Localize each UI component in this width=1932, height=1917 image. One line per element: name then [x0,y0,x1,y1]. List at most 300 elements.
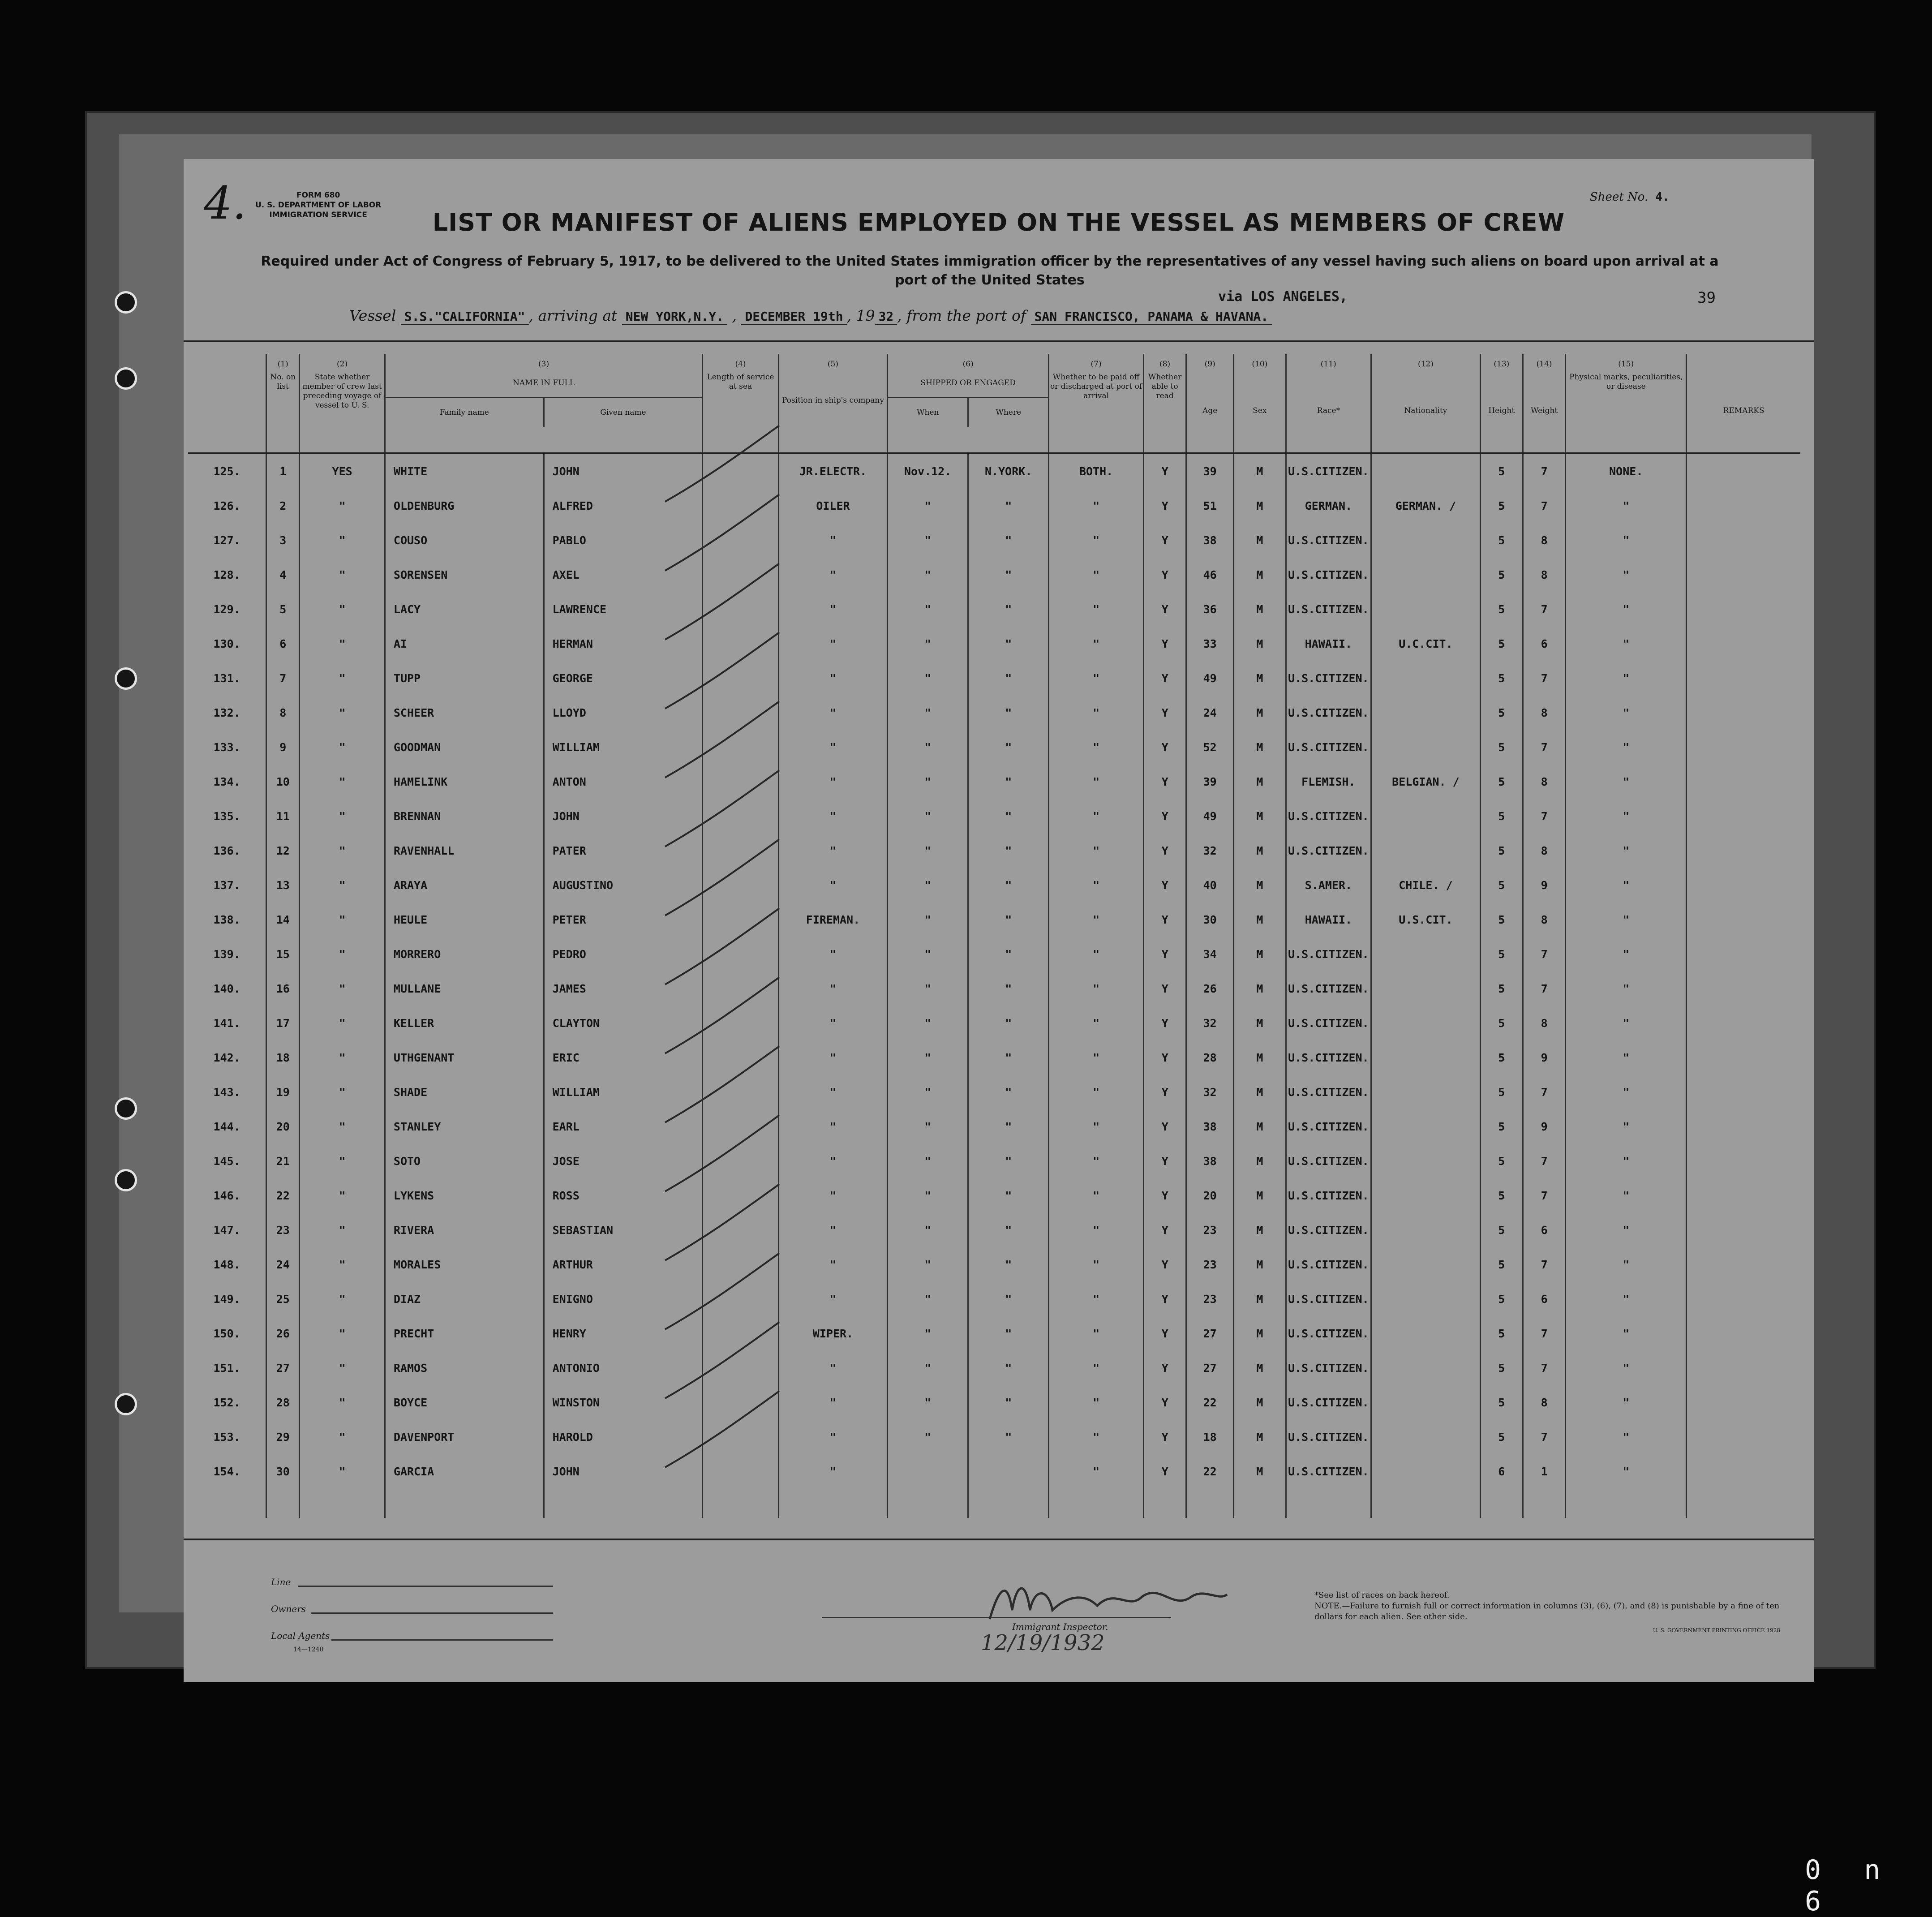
cell-nationality: CHILE. / [1371,868,1481,903]
sequence-number: 136. [213,844,240,857]
header-race: Race* [1286,369,1371,453]
cell-read: Y [1143,523,1186,558]
cell-prev: " [300,661,385,696]
cell-sex: M [1234,1454,1286,1489]
sequence-number: 125. [213,465,240,478]
cell-position: " [778,1040,888,1075]
cell-h: 5 [1480,1006,1523,1040]
cell-given: SEBASTIAN [544,1213,703,1247]
cell-h: 5 [1480,661,1523,696]
cell-race: U.S.CITIZEN. [1286,1420,1371,1454]
cell-no: 2 [266,489,300,523]
cell-age: 23 [1186,1247,1234,1282]
col-num: (1) [266,354,300,369]
cell-family: RIVERA [385,1213,544,1247]
cell-age: 51 [1186,489,1234,523]
cell-paid: " [1049,834,1144,868]
cell-paid: " [1049,661,1144,696]
header-state-whether: State whether member of crew last preceding voyage of vessel to U. S. [300,369,385,453]
cell-position: " [778,696,888,730]
cell-when: Nov.12. [888,453,968,489]
cell-sex: M [1234,558,1286,592]
col-num: (10) [1234,354,1286,369]
cell-marks: " [1566,1109,1687,1144]
cell-family: UTHGENANT [385,1040,544,1075]
cell-h: 5 [1480,696,1523,730]
cell-read: Y [1143,1178,1186,1213]
cell-nationality: GERMAN. / [1371,489,1481,523]
cell-marks: " [1566,592,1687,627]
cell-paid: " [1049,1454,1144,1489]
cell-marks: " [1566,1385,1687,1420]
sequence-number: 154. [213,1465,240,1478]
cell-no: 10 [266,765,300,799]
via-port: via LOS ANGELES, [1218,289,1348,305]
cell-marks: " [1566,765,1687,799]
cell-race: U.S.CITIZEN. [1286,1351,1371,1385]
service-stroke [665,426,779,502]
cell-where: " [968,696,1049,730]
cell-no: 19 [266,1075,300,1109]
cell-h: 5 [1480,1247,1523,1282]
header-no-on-list: No. on list [266,369,300,453]
cell-no: 21 [266,1144,300,1178]
cell-position: " [778,1351,888,1385]
separator: , [732,307,737,324]
cell-age: 39 [1186,765,1234,799]
cell-when: " [888,1144,968,1178]
cell-when: " [888,592,968,627]
cell-read: Y [1143,765,1186,799]
cell-where: " [968,1213,1049,1247]
cell-sex: M [1234,937,1286,971]
cell-where: " [968,1282,1049,1316]
cell-paid: " [1049,696,1144,730]
cell-h: 5 [1480,1282,1523,1316]
cell-where: N.YORK. [968,453,1049,489]
cell-position: " [778,1075,888,1109]
cell-given: AUGUSTINO [544,868,703,903]
cell-no: 17 [266,1006,300,1040]
cell-paid: " [1049,523,1144,558]
cell-paid: " [1049,1213,1144,1247]
cell-paid: " [1049,1247,1144,1282]
cell-sex: M [1234,1109,1286,1144]
service-stroke [665,701,779,778]
binder-hole [115,1097,137,1120]
sequence-number: 133. [213,741,240,754]
cell-race: HAWAII. [1286,627,1371,661]
cell-w: 7 [1523,1178,1565,1213]
cell-marks: " [1566,1213,1687,1247]
cell-no: 8 [266,696,300,730]
cell-w: 8 [1523,558,1565,592]
cell-prev: " [300,868,385,903]
cell-where: " [968,1109,1049,1144]
sequence-number: 146. [213,1189,240,1202]
sequence-number: 132. [213,706,240,719]
cell-w: 8 [1523,903,1565,937]
cell-read: Y [1143,834,1186,868]
cell-w: 8 [1523,1006,1565,1040]
service-stroke [665,1391,779,1467]
cell-race: U.S.CITIZEN. [1286,1247,1371,1282]
header-family-name: Family name [439,408,489,417]
cell-prev: " [300,765,385,799]
service-name: IMMIGRATION SERVICE [269,211,367,219]
cell-paid: " [1049,1178,1144,1213]
cell-age: 26 [1186,971,1234,1006]
cell-when: " [888,696,968,730]
header-height: Height [1480,369,1523,453]
cell-w: 1 [1523,1454,1565,1489]
sequence-number: 139. [213,948,240,961]
cell-paid: " [1049,627,1144,661]
cell-h: 5 [1480,1420,1523,1454]
sequence-number: 131. [213,672,240,685]
inspector-label: Immigrant Inspector. [1012,1621,1108,1632]
binder-hole [115,1169,137,1191]
cell-no: 24 [266,1247,300,1282]
cell-where: " [968,730,1049,765]
departure-ports: SAN FRANCISCO, PANAMA & HAVANA. [1031,309,1272,325]
cell-when: " [888,558,968,592]
cell-family: LYKENS [385,1178,544,1213]
cell-read: Y [1143,1351,1186,1385]
cell-race: U.S.CITIZEN. [1286,799,1371,834]
cell-read: Y [1143,558,1186,592]
cell-paid: " [1049,937,1144,971]
arrival-port: NEW YORK,N.Y. [622,309,727,325]
cell-prev: " [300,834,385,868]
cell-paid: " [1049,903,1144,937]
cell-sex: M [1234,730,1286,765]
cell-family: WHITE [385,453,544,489]
cell-position: " [778,1385,888,1420]
cell-where: " [968,1420,1049,1454]
cell-sex: M [1234,834,1286,868]
cell-sex: M [1234,523,1286,558]
cell-family: OLDENBURG [385,489,544,523]
cell-paid: " [1049,1351,1144,1385]
cell-marks: " [1566,627,1687,661]
cell-no: 23 [266,1213,300,1247]
cell-age: 23 [1186,1282,1234,1316]
service-stroke [665,977,779,1053]
cell-h: 5 [1480,799,1523,834]
cell-prev: " [300,1385,385,1420]
cell-age: 40 [1186,868,1234,903]
cell-position: " [778,834,888,868]
cell-family: RAVENHALL [385,834,544,868]
cell-h: 5 [1480,523,1523,558]
cell-w: 7 [1523,1075,1565,1109]
cell-read: Y [1143,1247,1186,1282]
cell-marks: " [1566,971,1687,1006]
cell-age: 28 [1186,1040,1234,1075]
cell-sex: M [1234,1351,1286,1385]
cell-position: " [778,1144,888,1178]
cell-h: 5 [1480,937,1523,971]
cell-where: " [968,558,1049,592]
cell-family: GOODMAN [385,730,544,765]
cell-h: 5 [1480,1385,1523,1420]
cell-when: " [888,1351,968,1385]
cell-when: " [888,799,968,834]
header-age: Age [1186,369,1234,453]
service-stroke [665,908,779,984]
cell-marks: " [1566,1316,1687,1351]
cell-paid: " [1049,1144,1144,1178]
sequence-number: 152. [213,1396,240,1409]
sequence-number: 141. [213,1017,240,1030]
cell-given: CLAYTON [544,1006,703,1040]
cell-when: " [888,1420,968,1454]
cell-given: EARL [544,1109,703,1144]
cell-prev: " [300,1178,385,1213]
printer-mark: U. S. GOVERNMENT PRINTING OFFICE 1928 [1653,1627,1780,1633]
cell-given: JAMES [544,971,703,1006]
cell-age: 20 [1186,1178,1234,1213]
cell-h: 5 [1480,834,1523,868]
cell-sex: M [1234,696,1286,730]
cell-prev: " [300,1006,385,1040]
cell-read: Y [1143,903,1186,937]
sequence-number: 150. [213,1327,240,1340]
cell-w: 8 [1523,696,1565,730]
cell-position: " [778,661,888,696]
cell-given: LLOYD [544,696,703,730]
cell-w: 6 [1523,1282,1565,1316]
department-name: U. S. DEPARTMENT OF LABOR [255,201,382,210]
sequence-number: 128. [213,568,240,581]
sequence-number: 149. [213,1293,240,1306]
cell-given: ARTHUR [544,1247,703,1282]
race-note: *See list of races on back hereof. [1314,1590,1450,1600]
sequence-number: 142. [213,1051,240,1064]
cell-prev: " [300,592,385,627]
cell-age: 38 [1186,523,1234,558]
cell-age: 30 [1186,903,1234,937]
cell-given: AXEL [544,558,703,592]
cell-family: SCHEER [385,696,544,730]
cell-read: Y [1143,489,1186,523]
cell-age: 23 [1186,1213,1234,1247]
cell-given: JOHN [544,453,703,489]
cell-when: " [888,1282,968,1316]
footer-agents-label: Local Agents [271,1630,330,1641]
cell-sex: M [1234,1213,1286,1247]
cell-no: 14 [266,903,300,937]
cell-paid: " [1049,1282,1144,1316]
cell-marks: " [1566,799,1687,834]
cell-given: WINSTON [544,1385,703,1420]
cell-prev: " [300,730,385,765]
cell-given: PATER [544,834,703,868]
cell-prev: " [300,1040,385,1075]
cell-where: " [968,1351,1049,1385]
cell-position: " [778,1420,888,1454]
cell-prev: " [300,1316,385,1351]
cell-position: " [778,971,888,1006]
header-shipped-label: SHIPPED OR ENGAGED [920,378,1016,387]
form-code: 14—1240 [293,1646,324,1653]
cell-family: RAMOS [385,1351,544,1385]
cell-given: ROSS [544,1178,703,1213]
year-prefix: , 19 [846,307,875,324]
cell-no: 7 [266,661,300,696]
cell-family: PRECHT [385,1316,544,1351]
cell-w: 7 [1523,1247,1565,1282]
cell-read: Y [1143,1075,1186,1109]
from-label: , from the port of [897,307,1026,324]
cell-w: 7 [1523,453,1565,489]
cell-given: PETER [544,903,703,937]
cell-age: 32 [1186,834,1234,868]
cell-no: 27 [266,1351,300,1385]
service-stroke [665,632,779,709]
cell-position: " [778,1006,888,1040]
manifest-page [184,159,1814,1682]
cell-family: SORENSEN [385,558,544,592]
cell-position: " [778,1109,888,1144]
cell-no: 28 [266,1385,300,1420]
header-remarks: REMARKS [1687,369,1800,453]
sequence-number: 151. [213,1362,240,1375]
binder-hole [115,1393,137,1415]
cell-w: 9 [1523,1040,1565,1075]
sequence-number: 153. [213,1431,240,1444]
cell-no: 11 [266,799,300,834]
sequence-number: 126. [213,499,240,512]
cell-prev: YES [300,453,385,489]
cell-when: " [888,971,968,1006]
header-paid-off: Whether to be paid off or discharged at port of arrival [1049,369,1144,453]
cell-read: Y [1143,1420,1186,1454]
footer-line-label: Line [271,1577,291,1587]
cell-position: " [778,799,888,834]
cell-no: 5 [266,592,300,627]
cell-w: 9 [1523,868,1565,903]
col-num: (5) [778,354,888,369]
cell-sex: M [1234,799,1286,834]
cell-age: 49 [1186,799,1234,834]
page-subtitle: Required under Act of Congress of February 5, 1917, to be delivered to the United States immigration officer by the representatives of any vessel having such aliens on board upon arrival at a port of the United States [261,254,1719,288]
cell-no: 12 [266,834,300,868]
cell-race: HAWAII. [1286,903,1371,937]
sequence-number: 143. [213,1086,240,1099]
cell-race: U.S.CITIZEN. [1286,1385,1371,1420]
cell-race: S.AMER. [1286,868,1371,903]
cell-h: 5 [1480,971,1523,1006]
sheet-label: Sheet No. [1590,190,1649,204]
cell-sex: M [1234,1006,1286,1040]
cell-where: " [968,489,1049,523]
footer-owners-label: Owners [271,1603,306,1614]
cell-h: 5 [1480,453,1523,489]
cell-marks: " [1566,1420,1687,1454]
cell-age: 22 [1186,1454,1234,1489]
cell-age: 24 [1186,696,1234,730]
cell-given: ALFRED [544,489,703,523]
cell-w: 7 [1523,1316,1565,1351]
cell-when: " [888,627,968,661]
cell-marks: " [1566,1006,1687,1040]
cell-age: 49 [1186,661,1234,696]
cell-paid: " [1049,558,1144,592]
cell-race: U.S.CITIZEN. [1286,834,1371,868]
cell-sex: M [1234,1075,1286,1109]
cell-where: " [968,903,1049,937]
col-num: (9) [1186,354,1234,369]
cell-no: 25 [266,1282,300,1316]
cell-sex: M [1234,592,1286,627]
cell-prev: " [300,1109,385,1144]
cell-h: 5 [1480,1109,1523,1144]
cell-family: COUSO [385,523,544,558]
cell-paid: " [1049,1385,1144,1420]
cell-marks: " [1566,1040,1687,1075]
arrival-date: DECEMBER 19th [741,309,846,325]
cell-family: BOYCE [385,1385,544,1420]
cell-race: U.S.CITIZEN. [1286,937,1371,971]
cell-sex: M [1234,1420,1286,1454]
cell-no: 6 [266,627,300,661]
cell-marks: " [1566,489,1687,523]
cell-age: 27 [1186,1351,1234,1385]
sequence-number: 137. [213,879,240,892]
cell-h: 5 [1480,1351,1523,1385]
cell-given: GEORGE [544,661,703,696]
cell-no: 4 [266,558,300,592]
header-sex: Sex [1234,369,1286,453]
cell-given: JOHN [544,799,703,834]
cell-where: " [968,661,1049,696]
cell-h: 5 [1480,592,1523,627]
cell-marks: " [1566,937,1687,971]
cell-family: SHADE [385,1075,544,1109]
cell-where: " [968,765,1049,799]
cell-marks: " [1566,696,1687,730]
service-stroke [665,494,779,571]
cell-position: " [778,558,888,592]
cell-sex: M [1234,903,1286,937]
cell-read: Y [1143,971,1186,1006]
cell-when: " [888,489,968,523]
cell-prev: " [300,1351,385,1385]
cell-read: Y [1143,1316,1186,1351]
cell-race: U.S.CITIZEN. [1286,730,1371,765]
cell-race: U.S.CITIZEN. [1286,661,1371,696]
cell-paid: " [1049,1075,1144,1109]
cell-age: 46 [1186,558,1234,592]
col-num: (12) [1371,354,1481,369]
cell-sex: M [1234,489,1286,523]
cell-prev: " [300,1075,385,1109]
cell-family: ARAYA [385,868,544,903]
cell-prev: " [300,1213,385,1247]
cell-w: 9 [1523,1109,1565,1144]
cell-given: HERMAN [544,627,703,661]
cell-sex: M [1234,453,1286,489]
cell-marks: " [1566,868,1687,903]
arriving-label: , arriving at [528,307,618,324]
cell-h: 5 [1480,1075,1523,1109]
cell-when: " [888,1316,968,1351]
cell-race: U.S.CITIZEN. [1286,1213,1371,1247]
cell-no: 9 [266,730,300,765]
cell-no: 1 [266,453,300,489]
